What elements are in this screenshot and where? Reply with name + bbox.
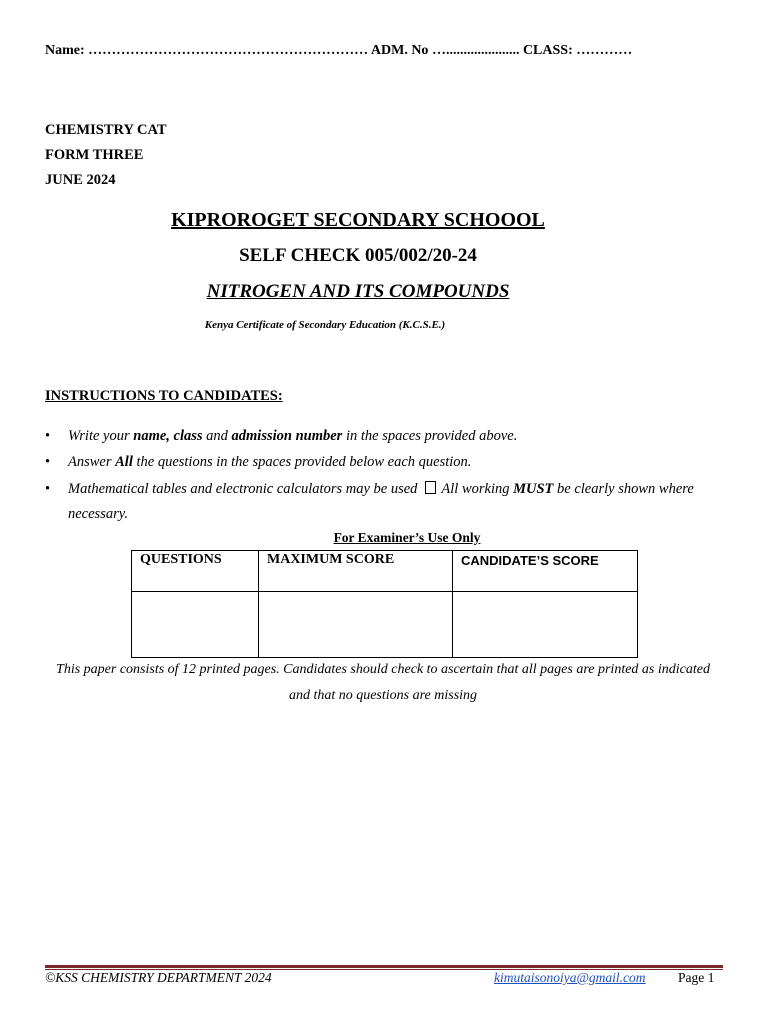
date-text: JUNE 2024	[45, 172, 116, 188]
student-details-line	[45, 43, 632, 59]
kcse-subtitle: Kenya Certificate of Secondary Education (K.C.S.E.)	[204, 319, 446, 331]
instruction-text	[68, 450, 718, 475]
footer-copyright: ©KSS CHEMISTRY DEPARTMENT 2024	[45, 970, 272, 985]
text-run: All working	[441, 481, 514, 497]
school-title: KIPROROGET SECONDARY SCHOOOL	[171, 209, 545, 231]
page-number: Page 1	[678, 970, 715, 985]
class-label: CLASS:	[522, 43, 573, 58]
text-run-bold: admission number	[231, 428, 343, 444]
text-run-bold: MUST	[513, 481, 554, 497]
adm-field: ….....................	[431, 43, 520, 58]
text-run: Mathematical tables and electronic calculators may be used	[68, 481, 418, 497]
topic-title: NITROGEN AND ITS COMPOUNDS	[206, 281, 510, 302]
missing-glyph-icon	[425, 481, 436, 494]
bullet-icon: •	[45, 428, 51, 444]
text-run-bold: All	[115, 454, 133, 470]
form-text: FORM THREE	[45, 147, 144, 163]
bullet-icon: •	[45, 481, 51, 497]
footer-divider	[45, 965, 723, 968]
text-run: be clearly shown where necessary.	[68, 481, 694, 522]
score-table	[131, 550, 638, 658]
name-field: ……………………………………………………	[88, 43, 369, 58]
footer-email-link[interactable]: kimutaisonoiya@gmail.com	[494, 970, 646, 985]
column-header-questions: QUESTIONS	[132, 551, 259, 592]
text-run: Write your	[68, 428, 134, 444]
name-label: Name:	[45, 43, 85, 58]
instructions-heading: INSTRUCTIONS TO CANDIDATES:	[45, 388, 283, 404]
bullet-icon: •	[45, 454, 51, 470]
class-field: …………	[576, 43, 633, 58]
subject-text: CHEMISTRY CAT	[45, 122, 167, 138]
examiner-heading: For Examiner’s Use Only	[333, 530, 481, 545]
text-run: in the spaces provided above.	[342, 428, 518, 444]
text-run: and	[202, 428, 232, 444]
column-header-candidate-score: CANDIDATE’S SCORE	[453, 551, 638, 592]
max-score-cell[interactable]	[259, 592, 453, 658]
text-run-bold: name, class	[133, 428, 203, 444]
exam-meta	[45, 118, 167, 193]
adm-label: ADM. No	[370, 43, 429, 58]
instruction-text	[68, 424, 718, 449]
instruction-text	[68, 477, 718, 527]
paper-note: This paper consists of 12 printed pages. Candidates should check to ascertain that all pages are printed as indicated and that no questions are missing	[56, 662, 710, 703]
text-run: Answer	[68, 454, 116, 470]
column-header-max-score: MAXIMUM SCORE	[259, 551, 453, 592]
text-run: the questions in the spaces provided below each question.	[132, 454, 472, 470]
table-header-row	[132, 551, 638, 592]
paper-code: SELF CHECK 005/002/20-24	[239, 245, 477, 266]
questions-cell[interactable]	[132, 592, 259, 658]
table-row	[132, 592, 638, 658]
candidate-score-cell[interactable]	[453, 592, 638, 658]
